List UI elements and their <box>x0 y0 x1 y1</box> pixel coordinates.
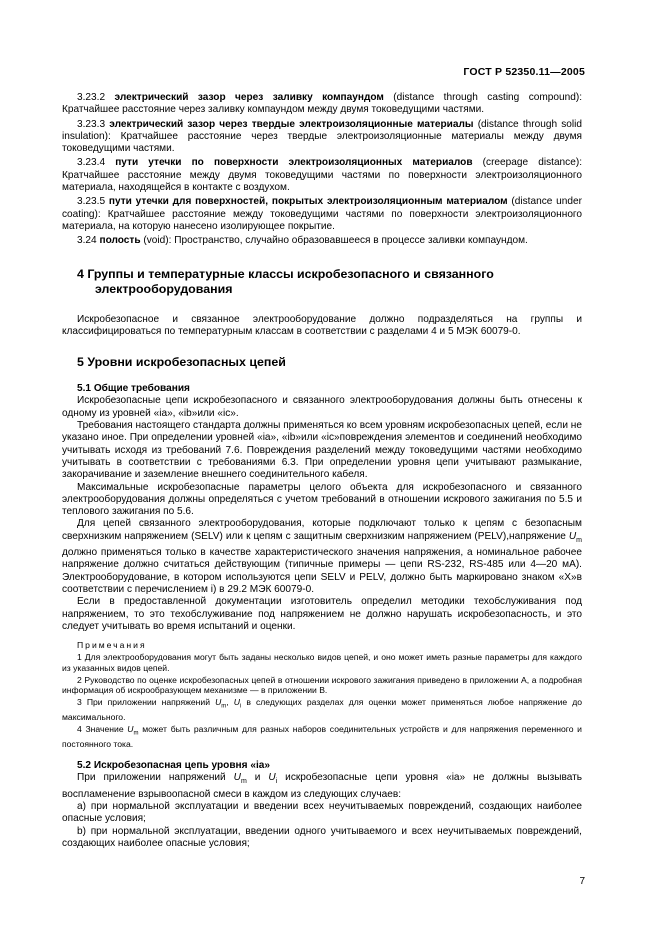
term-number: 3.24 <box>77 235 97 247</box>
term-definition: (distance through casting compound): Кратчайшее расстояние через заливку компаундом между двумя токоведущими частями. <box>62 92 582 116</box>
note-2: 2 Руководство по оценке искробезопасных цепей в отношении искрового зажигания приведено в приложении А, а подробная информация об искрообразующем механизме — в приложении В. <box>62 674 582 696</box>
term-number: 3.23.3 <box>77 118 106 130</box>
section-4-text: Искробезопасное и связанное электрооборудование должно подразделяться на группы и классифицироваться по температурным классам в соответствии с разделами 4 и 5 МЭК 60079-0. <box>62 313 582 337</box>
term-definition: (creepage distance): Кратчайшее расстояние между двумя токоведущими частями по поверхности электроизоляционного материала, находящейся в контакте с воздухом. <box>62 157 582 194</box>
section-5-heading: 5 Уровни искробезопасных цепей <box>77 355 286 370</box>
term-3-23-2 <box>62 92 582 117</box>
paragraph: Для цепей связанного электрооборудования, которые подключают только к цепям с безопасным сверхнизким напряжением (SELV) или к цепям с защитным сверхнизким напряжением (PELV),напряжение $U_m$ должно применяться только в качестве характеристического значения напряжения, а номинальное рабочее напряжение должно считаться действующим (типичные примеры — цепи RS-232, RS-485 или 4—20 мА). Электрооборудование, в котором используются цепи SELV и PELV, должно быть маркировано знаком «X»в соответствии с перечислением i) в 29.2 МЭК 60079-0. <box>62 518 582 595</box>
list-item-a: а) при нормальной эксплуатации и введении всех неучитываемых повреждений, создающих наиболее опасные условия; <box>62 801 582 825</box>
note-4: 4 Значение $U_m$ может быть различным для разных наборов соединительных устройств и для напряжения переменного и постоянного тока. <box>62 724 582 750</box>
term-name: электрический зазор через твердые электроизоляционные материалы <box>109 118 474 130</box>
term-3-23-5 <box>62 196 582 233</box>
list-item-b: b) при нормальной эксплуатации, введении одного учитываемого и всех неучитываемых повреждений, создающих наиболее опасные условия; <box>62 825 582 849</box>
term-name: полость <box>99 235 141 247</box>
term-name: пути утечки для поверхностей, покрытых электроизоляционным материалом <box>108 196 508 208</box>
term-number: 3.23.4 <box>77 157 106 169</box>
term-3-23-3 <box>62 119 582 156</box>
page-content <box>62 92 582 850</box>
paragraph: Искробезопасные цепи искробезопасного и связанного электрооборудования должны быть отнесены к одному из уровней «ia», «ib»или «ic». <box>62 395 582 419</box>
subsection-5-2-heading: 5.2 Искробезопасная цепь уровня «ia» <box>77 760 270 772</box>
term-number: 3.23.2 <box>77 92 106 103</box>
term-definition: (distance under coating): Кратчайшее расстояние между токоведущими частями по поверхности электроизоляционного материала, на которую нанесено изолирующее покрытие. <box>62 196 582 232</box>
paragraph: При приложении напряжений $U_m$ и $U_i$ искробезопасные цепи уровня «ia» не должны вызывать воспламенение взрывоопасной смеси в каждом из следующих случаев: <box>62 772 582 800</box>
term-definition: (distance through solid insulation): Кратчайшее расстояние через твердые электроизоляционные материалы между двумя токоведущими частями. <box>62 118 582 155</box>
paragraph: Требования настоящего стандарта должны применяться ко всем уровням искробезопасных цепей, если не указано иное. При определении уровней «ia», «ib»или «ic»повреждения элементов и соединений необходимо учитывать исходя из требований 7.6. Повреждения разделений между токоведущими частями необходимо учитывать в соответствии с требованиями 6.3. При определении уровня цепи учитывают размыкание, закорачивание и заземление внешнего соединительного кабеля. <box>62 420 582 481</box>
term-name: электрический зазор через заливку компаундом <box>114 92 384 103</box>
standard-header: ГОСТ Р 52350.11—2005 <box>463 66 585 78</box>
notes-heading: Примечания <box>77 640 147 651</box>
note-3: 3 При приложении напряжений $U_m$, $U_i$ в следующих разделах для оценки может применяться любое напряжение до максимального. <box>62 696 582 723</box>
term-name: пути утечки по поверхности электроизоляционных материалов <box>115 157 473 169</box>
term-definition: (void): Пространство, случайно образовавшееся в процессе заливки компаундом. <box>140 235 528 247</box>
term-3-24 <box>62 235 582 247</box>
term-3-23-4 <box>62 157 582 194</box>
note-1: 1 Для электрооборудования могут быть заданы несколько видов цепей, и оно может иметь разные параметры для каждого из указанных видов цепей. <box>62 652 582 673</box>
paragraph: Если в предоставленной документации изготовитель определил методики техобслуживания под напряжением, то это техобслуживание под напряжением не должно нарушать искробезопасность, и это следует учитывать во время испытаний и оценки. <box>62 596 582 632</box>
page-number: 7 <box>579 876 585 887</box>
term-number: 3.23.5 <box>77 196 106 208</box>
paragraph: Максимальные искробезопасные параметры целого объекта для искробезопасного и связанного электрооборудования должны определяться с учетом требований в отношении искрового зажигания по 5.5 и теплового зажигания по 5.6. <box>62 481 582 518</box>
subsection-5-1-heading: 5.1 Общие требования <box>77 383 190 395</box>
section-4-heading: 4 Группы и температурные классы искробезопасного и связанного электрооборудования <box>77 266 494 296</box>
